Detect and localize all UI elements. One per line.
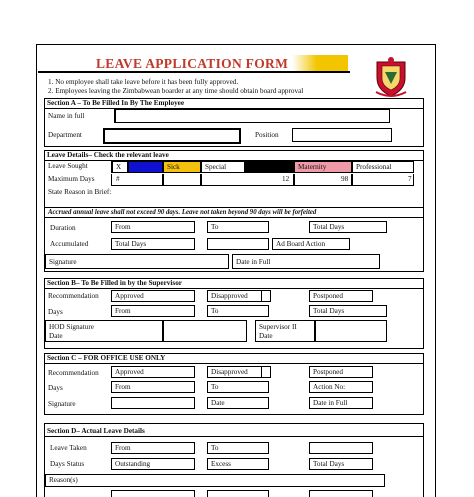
d-days-status-label: Days Status bbox=[50, 460, 85, 468]
c-from-field[interactable]: From bbox=[111, 381, 195, 393]
max-days-cell bbox=[352, 174, 414, 186]
b-postponed-field[interactable]: Postponed bbox=[309, 290, 373, 302]
employee-date-field[interactable]: Date in Full bbox=[232, 254, 380, 269]
max-days-cell bbox=[163, 174, 201, 186]
duration-to-field[interactable]: To bbox=[207, 221, 269, 233]
max-days-12: 12 bbox=[282, 175, 290, 183]
d-outstanding-field[interactable]: Outstanding bbox=[111, 458, 195, 470]
title-underline bbox=[38, 71, 350, 73]
leave-option-black[interactable] bbox=[245, 161, 294, 173]
c-date-field[interactable]: Date bbox=[207, 397, 269, 409]
d-total-days-field[interactable]: Total Days bbox=[309, 458, 373, 470]
leave-option-special[interactable]: Special bbox=[201, 161, 245, 173]
employee-signature-field[interactable]: Signature bbox=[45, 254, 229, 269]
b-to-field[interactable]: To bbox=[207, 305, 269, 317]
d-leave-taken-extra[interactable] bbox=[309, 442, 373, 454]
duration-from-field[interactable]: From bbox=[111, 221, 195, 233]
d-reasons-field[interactable]: Reason(s) bbox=[45, 474, 385, 487]
max-days-hash: # bbox=[116, 175, 120, 183]
c-days-label: Days bbox=[48, 384, 63, 392]
department-label: Department bbox=[45, 128, 105, 142]
hod-signature-field[interactable] bbox=[45, 320, 163, 342]
max-days-cell bbox=[201, 174, 294, 186]
supervisor-signature-line[interactable] bbox=[315, 320, 387, 342]
form-title: LEAVE APPLICATION FORM bbox=[96, 56, 289, 71]
c-postponed-field[interactable]: Postponed bbox=[309, 366, 373, 378]
divider bbox=[44, 217, 424, 218]
c-action-no-field[interactable]: Action No: bbox=[309, 381, 373, 393]
leave-option-annual[interactable]: X bbox=[112, 161, 128, 173]
d-leave-taken-label: Leave Taken bbox=[50, 444, 87, 452]
name-field[interactable] bbox=[115, 109, 390, 123]
name-label: Name in full bbox=[45, 109, 115, 123]
c-disapproved-check[interactable] bbox=[261, 366, 271, 378]
d-bottom-row-2[interactable] bbox=[207, 490, 269, 497]
divider bbox=[44, 288, 424, 289]
accumulated-total-days-field[interactable]: Total Days bbox=[111, 238, 195, 250]
hod-signature-line[interactable] bbox=[163, 320, 247, 342]
section-c-title: Section C – FOR OFFICE USE ONLY bbox=[47, 354, 166, 362]
c-signature-label: Signature bbox=[48, 400, 76, 408]
b-recommendation-label: Recommendation bbox=[48, 292, 99, 300]
c-date-full-field[interactable]: Date in Full bbox=[309, 397, 373, 409]
maximum-days-label: Maximum Days bbox=[45, 174, 112, 186]
max-days-98: 98 bbox=[341, 175, 349, 183]
duration-label: Duration bbox=[50, 224, 76, 232]
section-d-title: Section D– Actual Leave Details bbox=[47, 427, 145, 435]
leave-option-sick[interactable]: Sick bbox=[163, 161, 201, 173]
b-total-days-field[interactable]: Total Days bbox=[309, 305, 387, 317]
ad-board-action-field[interactable]: Ad Board Action bbox=[272, 238, 350, 250]
leave-details-title: Leave Details– Check the relevant leave bbox=[47, 151, 169, 159]
max-days-7: 7 bbox=[408, 175, 412, 183]
d-excess-field[interactable]: Excess bbox=[207, 458, 269, 470]
b-disapproved-check[interactable] bbox=[261, 290, 271, 302]
supervisor-date-label: Date bbox=[259, 332, 273, 340]
note-2: 2. Employees leaving the Zimbabwean boarder at any time should obtain board approval bbox=[48, 87, 304, 95]
hod-signature-label: HOD Signature bbox=[49, 323, 94, 331]
c-approved-field[interactable]: Approved bbox=[111, 366, 195, 378]
d-bottom-row-1[interactable] bbox=[111, 490, 195, 497]
c-recommendation-label: Recommendation bbox=[48, 369, 99, 377]
section-b-title: Section B– To Be Filled in by the Supervisor bbox=[47, 279, 182, 287]
divider bbox=[44, 436, 424, 437]
b-days-label: Days bbox=[48, 308, 63, 316]
b-approved-field[interactable]: Approved bbox=[111, 290, 195, 302]
divider bbox=[44, 363, 424, 364]
reason-label: State Reason in Brief: bbox=[48, 188, 112, 196]
d-bottom-row-3[interactable] bbox=[309, 490, 373, 497]
d-from-field[interactable]: From bbox=[111, 442, 195, 454]
b-from-field[interactable]: From bbox=[111, 305, 195, 317]
leave-option-professional[interactable]: Professional bbox=[352, 161, 414, 173]
c-disapproved-field[interactable]: Disapproved bbox=[207, 366, 269, 378]
accumulated-label: Accumulated bbox=[50, 240, 89, 248]
note-1: 1. No employee shall take leave before it has been fully approved. bbox=[48, 78, 239, 86]
leave-sought-label: Leave Sought bbox=[45, 161, 112, 173]
accrued-note: Accrued annual leave shall not exceed 90 days. Leave not taken beyond 90 days will be forfeited bbox=[48, 209, 317, 216]
position-label: Position bbox=[252, 128, 292, 142]
supervisor-signature-field[interactable] bbox=[255, 320, 315, 342]
position-field[interactable] bbox=[292, 128, 392, 142]
b-disapproved-field[interactable]: Disapproved bbox=[207, 290, 269, 302]
accumulated-small-box[interactable] bbox=[207, 238, 269, 250]
max-days-cell bbox=[294, 174, 352, 186]
supervisor-label: Supervisor II bbox=[259, 323, 297, 331]
c-signature-field[interactable] bbox=[111, 397, 195, 409]
department-field[interactable] bbox=[103, 128, 241, 144]
section-a-title: Section A – To Be Filled In By The Employee bbox=[47, 99, 185, 107]
leave-option-blue[interactable] bbox=[128, 161, 163, 173]
logo-crest-icon bbox=[374, 56, 408, 98]
hod-date-label: Date bbox=[49, 332, 63, 340]
d-to-field[interactable]: To bbox=[207, 442, 269, 454]
max-days-cell bbox=[112, 174, 163, 186]
duration-total-days-field[interactable]: Total Days bbox=[309, 221, 387, 233]
leave-option-maternity[interactable]: Maternity bbox=[294, 161, 352, 173]
c-to-field[interactable]: To bbox=[207, 381, 269, 393]
